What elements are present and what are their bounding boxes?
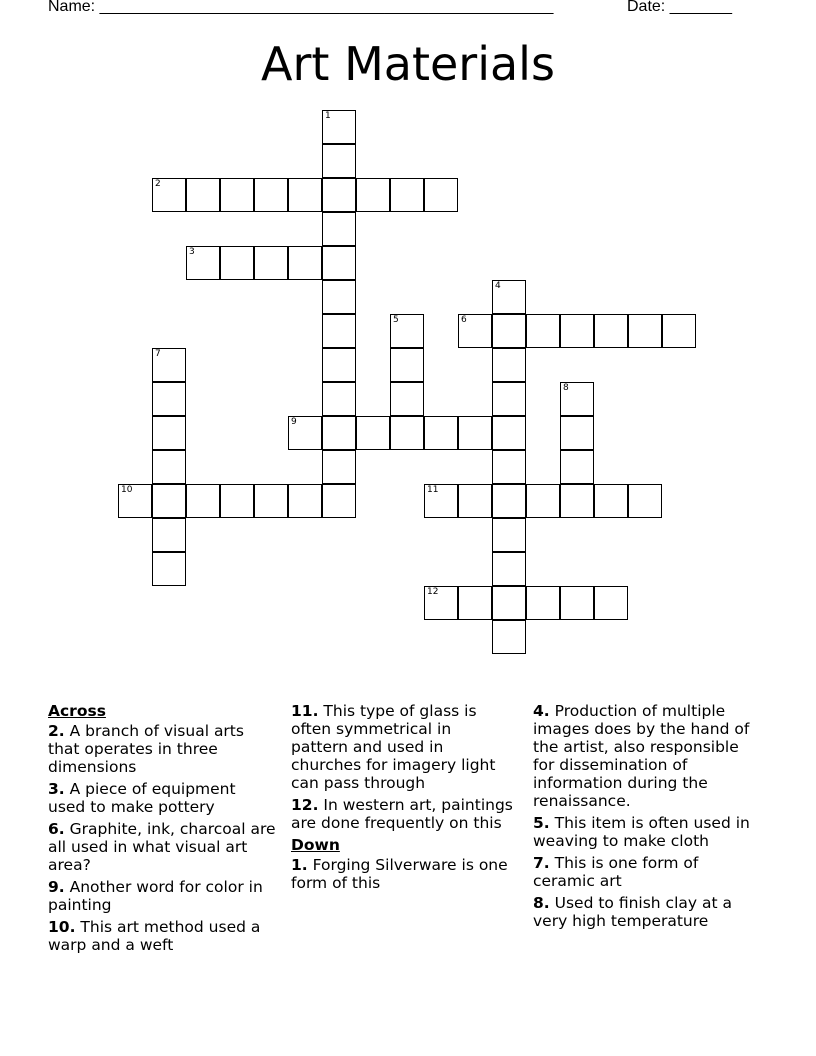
crossword-cell[interactable] [322,348,356,382]
crossword-cell[interactable] [458,484,492,518]
crossword-cell[interactable] [220,178,254,212]
clue-across-9: 9. Another word for color in painting [48,878,263,914]
crossword-cell[interactable] [492,382,526,416]
crossword-cell[interactable] [186,484,220,518]
clues-column-1 [48,702,276,958]
crossword-cell[interactable] [628,484,662,518]
crossword-cell[interactable] [322,416,356,450]
crossword-cell[interactable] [492,348,526,382]
crossword-cell[interactable] [152,450,186,484]
clue-down-8: 8. Used to finish clay at a very high temperature [533,894,732,930]
crossword-cell[interactable] [390,314,424,348]
crossword-cell[interactable] [322,450,356,484]
crossword-cell[interactable] [594,314,628,348]
crossword-cell[interactable] [288,178,322,212]
crossword-cell[interactable] [560,586,594,620]
crossword-cell[interactable] [322,246,356,280]
crossword-cell[interactable] [526,586,560,620]
page-title: Art Materials [261,37,555,91]
down-heading: Down [291,836,340,854]
crossword-cell[interactable] [288,484,322,518]
crossword-cell[interactable] [492,518,526,552]
crossword-cell[interactable] [492,552,526,586]
crossword-cell[interactable] [526,484,560,518]
crossword-cell[interactable] [186,246,220,280]
name-field-label: Name: ___________________________________________________ [48,0,554,15]
crossword-cell[interactable] [492,416,526,450]
crossword-cell[interactable] [492,620,526,654]
crossword-cell[interactable] [322,314,356,348]
clue-across-10: 10. This art method used a warp and a weft [48,918,261,954]
crossword-cell[interactable] [322,280,356,314]
clue-down-1: 1. Forging Silverware is one form of this [291,856,508,892]
clue-down-4: 4. Production of multiple images does by the hand of the artist, also responsible for dissemination of information during the renaissance. [533,702,750,810]
clue-across-6: 6. Graphite, ink, charcoal are all used in what visual art area? [48,820,276,874]
crossword-cell[interactable] [628,314,662,348]
crossword-cell[interactable] [492,450,526,484]
crossword-cell[interactable] [220,484,254,518]
crossword-cell[interactable] [390,382,424,416]
crossword-cell[interactable] [322,484,356,518]
crossword-cell[interactable] [152,416,186,450]
crossword-cell[interactable] [152,518,186,552]
crossword-cell[interactable] [390,348,424,382]
clue-number: 11 [427,485,439,495]
crossword-cell[interactable] [662,314,696,348]
crossword-cell[interactable] [594,484,628,518]
crossword-cell[interactable] [458,586,492,620]
clue-number: 1 [325,111,331,121]
crossword-cell[interactable] [152,382,186,416]
clue-number: 7 [155,349,161,359]
clue-across-12: 12. In western art, paintings are done frequently on this [291,796,513,832]
clue-number: 3 [189,247,195,257]
crossword-cell[interactable] [322,212,356,246]
clue-number: 9 [291,417,297,427]
crossword-cell[interactable] [560,314,594,348]
crossword-cell[interactable] [458,416,492,450]
crossword-cell[interactable] [322,382,356,416]
clue-down-7: 7. This is one form of ceramic art [533,854,699,890]
crossword-cell[interactable] [526,314,560,348]
crossword-cell[interactable] [424,178,458,212]
crossword-cell[interactable] [390,178,424,212]
crossword-cell[interactable] [424,484,458,518]
crossword-cell[interactable] [560,416,594,450]
crossword-cell[interactable] [322,178,356,212]
crossword-cell[interactable] [492,586,526,620]
across-heading: Across [48,702,106,720]
clue-number: 2 [155,179,161,189]
crossword-cell[interactable] [390,416,424,450]
crossword-cell[interactable] [152,552,186,586]
crossword-cell[interactable] [322,144,356,178]
crossword-cell[interactable] [118,484,152,518]
crossword-cell[interactable] [322,110,356,144]
crossword-cell[interactable] [254,178,288,212]
crossword-cell[interactable] [560,484,594,518]
clue-down-5: 5. This item is often used in weaving to make cloth [533,814,750,850]
crossword-cell[interactable] [560,450,594,484]
crossword-cell[interactable] [254,246,288,280]
crossword-cell[interactable] [594,586,628,620]
clue-across-11: 11. This type of glass is often symmetrical in pattern and used in churches for imagery light can pass through [291,702,496,792]
clues-column-3 [533,702,763,934]
crossword-cell[interactable] [492,280,526,314]
crossword-cell[interactable] [492,484,526,518]
clue-number: 10 [121,485,133,495]
clue-number: 5 [393,315,399,325]
crossword-cell[interactable] [560,382,594,416]
crossword-cell[interactable] [254,484,288,518]
clue-number: 6 [461,315,467,325]
date-field-label: Date: _______ [627,0,732,15]
crossword-cell[interactable] [288,246,322,280]
crossword-cell[interactable] [152,484,186,518]
clue-number: 4 [495,281,501,291]
crossword-cell[interactable] [356,178,390,212]
clue-across-2: 2. A branch of visual arts that operates in three dimensions [48,722,244,776]
crossword-cell[interactable] [356,416,390,450]
clues-column-2 [291,702,513,896]
crossword-cell[interactable] [492,314,526,348]
crossword-cell[interactable] [152,348,186,382]
crossword-cell[interactable] [424,586,458,620]
crossword-cell[interactable] [152,178,186,212]
crossword-cell[interactable] [288,416,322,450]
crossword-cell[interactable] [424,416,458,450]
clue-number: 8 [563,383,569,393]
clue-across-3: 3. A piece of equipment used to make pottery [48,780,236,816]
crossword-cell[interactable] [458,314,492,348]
crossword-cell[interactable] [186,178,220,212]
crossword-cell[interactable] [220,246,254,280]
clue-number: 12 [427,587,439,597]
